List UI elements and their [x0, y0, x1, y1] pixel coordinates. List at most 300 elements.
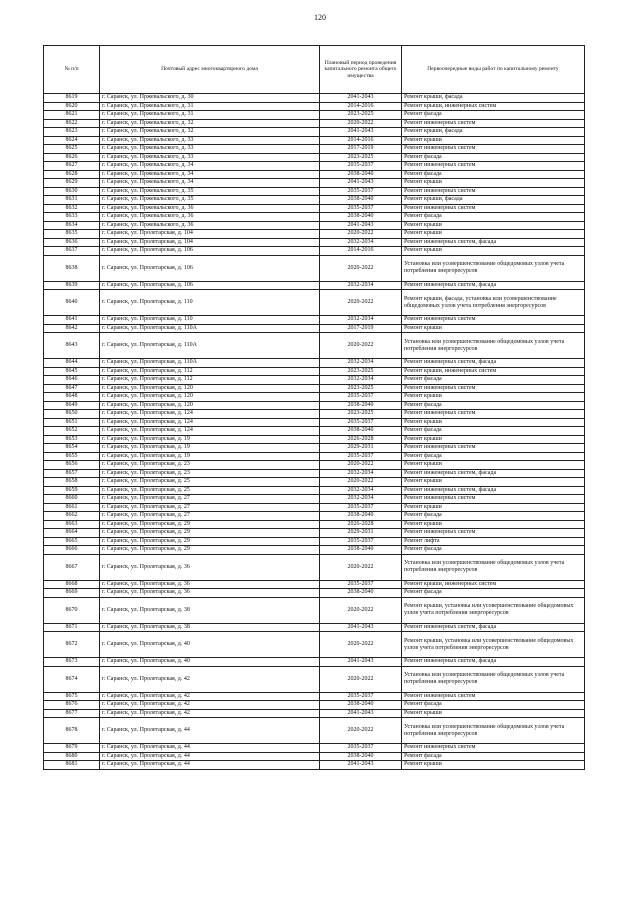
header-address: Почтовый адрес многоквартирного дома: [100, 46, 320, 94]
cell-period: 2038-2040: [320, 752, 402, 761]
cell-number: 8654: [44, 444, 100, 453]
cell-works: Ремонт крыши, инженерных систем: [402, 102, 585, 111]
cell-works: Установка или усовершенствование общедомовых узлов учета потребления энергоресурсов: [402, 666, 585, 692]
cell-number: 8672: [44, 632, 100, 658]
cell-address: г. Саранск, ул. Пролетарская, д. 29: [100, 546, 320, 555]
cell-period: 2041-2043: [320, 128, 402, 137]
table-row: [44, 623, 585, 632]
cell-number: 8642: [44, 324, 100, 333]
table-row: [44, 162, 585, 171]
cell-number: 8626: [44, 153, 100, 162]
cell-number: 8646: [44, 376, 100, 385]
cell-works: Ремонт крыши: [402, 418, 585, 427]
cell-number: 8674: [44, 666, 100, 692]
cell-address: г. Саранск, ул. Пролетарская, д. 27: [100, 495, 320, 504]
cell-works: Ремонт фасада: [402, 589, 585, 598]
cell-works: Ремонт инженерных систем: [402, 162, 585, 171]
cell-works: Ремонт крыши, фасада: [402, 128, 585, 137]
table-row: [44, 554, 585, 580]
cell-period: 2020-2022: [320, 554, 402, 580]
cell-works: Ремонт крыши, фасада: [402, 196, 585, 205]
table-row: [44, 111, 585, 120]
cell-number: 8620: [44, 102, 100, 111]
cell-works: Ремонт инженерных систем: [402, 316, 585, 325]
cell-period: 2017-2019: [320, 145, 402, 154]
cell-period: 2020-2022: [320, 632, 402, 658]
table-row: [44, 213, 585, 222]
cell-number: 8652: [44, 427, 100, 436]
cell-address: г. Саранск, ул. Пржевальского, д. 31: [100, 102, 320, 111]
cell-number: 8621: [44, 111, 100, 120]
cell-period: 2035-2037: [320, 503, 402, 512]
cell-address: г. Саранск, ул. Пржевальского, д. 32: [100, 128, 320, 137]
cell-works: Ремонт инженерных систем: [402, 529, 585, 538]
cell-works: Ремонт фасада: [402, 170, 585, 179]
header-works: Первоочередные виды работ по капитальному ремонту: [402, 46, 585, 94]
cell-number: 8667: [44, 554, 100, 580]
cell-period: 2041-2043: [320, 179, 402, 188]
table-row: [44, 666, 585, 692]
cell-period: 2032-2034: [320, 486, 402, 495]
cell-number: 8645: [44, 367, 100, 376]
cell-works: Ремонт фасада: [402, 213, 585, 222]
table-row: [44, 94, 585, 103]
cell-works: Ремонт фасада: [402, 701, 585, 710]
cell-number: 8673: [44, 658, 100, 667]
cell-works: Ремонт крыши: [402, 221, 585, 230]
table-row: [44, 658, 585, 667]
table-row: [44, 102, 585, 111]
cell-works: Ремонт крыши: [402, 503, 585, 512]
cell-works: Ремонт фасада: [402, 427, 585, 436]
table-row: [44, 478, 585, 487]
cell-number: 8660: [44, 495, 100, 504]
cell-period: 2032-2034: [320, 238, 402, 247]
cell-number: 8631: [44, 196, 100, 205]
cell-number: 8638: [44, 255, 100, 281]
cell-number: 8627: [44, 162, 100, 171]
cell-number: 8619: [44, 94, 100, 103]
cell-period: 2035-2037: [320, 537, 402, 546]
cell-address: г. Саранск, ул. Пролетарская, д. 124: [100, 418, 320, 427]
table-row: [44, 418, 585, 427]
table-row: [44, 597, 585, 623]
cell-address: г. Саранск, ул. Пролетарская, д. 44: [100, 752, 320, 761]
cell-address: г. Саранск, ул. Пролетарская, д. 27: [100, 512, 320, 521]
cell-period: 2035-2037: [320, 162, 402, 171]
cell-works: Ремонт фасада: [402, 153, 585, 162]
cell-number: 8676: [44, 701, 100, 710]
cell-number: 8643: [44, 333, 100, 359]
cell-address: г. Саранск, ул. Пролетарская, д. 44: [100, 761, 320, 770]
cell-works: Ремонт крыши: [402, 461, 585, 470]
cell-address: г. Саранск, ул. Пролетарская, д. 110А: [100, 333, 320, 359]
cell-period: 2035-2037: [320, 452, 402, 461]
cell-works: Ремонт крыши, установка или усовершенствование общедомовых узлов учета потребления энергоресурсов: [402, 597, 585, 623]
cell-period: 2029-2031: [320, 444, 402, 453]
cell-number: 8668: [44, 580, 100, 589]
cell-address: г. Саранск, ул. Пролетарская, д. 25: [100, 486, 320, 495]
cell-number: 8636: [44, 238, 100, 247]
cell-address: г. Саранск, ул. Пролетарская, д. 42: [100, 692, 320, 701]
cell-number: 8661: [44, 503, 100, 512]
cell-number: 8670: [44, 597, 100, 623]
cell-address: г. Саранск, ул. Пролетарская, д. 29: [100, 529, 320, 538]
table-row: [44, 752, 585, 761]
table-row: [44, 520, 585, 529]
cell-works: Ремонт крыши: [402, 709, 585, 718]
table-row: [44, 376, 585, 385]
cell-works: Ремонт инженерных систем, фасада: [402, 623, 585, 632]
cell-period: 2023-2025: [320, 410, 402, 419]
cell-address: г. Саранск, ул. Пролетарская, д. 106: [100, 247, 320, 256]
cell-number: 8650: [44, 410, 100, 419]
cell-period: 2035-2037: [320, 204, 402, 213]
cell-works: Ремонт крыши, фасада, установка или усовершенствование общедомовых узлов учета потребления энергоресурсов: [402, 290, 585, 316]
cell-address: г. Саранск, ул. Пролетарская, д. 40: [100, 658, 320, 667]
table-row: [44, 128, 585, 137]
table-row: [44, 580, 585, 589]
cell-works: Ремонт инженерных систем, фасада: [402, 658, 585, 667]
table-row: [44, 461, 585, 470]
cell-works: Ремонт фасада: [402, 376, 585, 385]
cell-works: Ремонт крыши: [402, 230, 585, 239]
cell-number: 8622: [44, 119, 100, 128]
cell-number: 8634: [44, 221, 100, 230]
table-row: [44, 179, 585, 188]
cell-period: 2020-2022: [320, 666, 402, 692]
cell-works: Ремонт инженерных систем: [402, 692, 585, 701]
cell-works: Ремонт инженерных систем, фасада: [402, 486, 585, 495]
cell-works: Ремонт крыши: [402, 136, 585, 145]
cell-period: 2020-2022: [320, 290, 402, 316]
cell-address: г. Саранск, ул. Пролетарская, д. 36: [100, 580, 320, 589]
table-row: [44, 359, 585, 368]
cell-number: 8671: [44, 623, 100, 632]
cell-period: 2014-2016: [320, 136, 402, 145]
cell-period: 2038-2040: [320, 196, 402, 205]
cell-period: 2020-2022: [320, 597, 402, 623]
cell-number: 8641: [44, 316, 100, 325]
cell-address: г. Саранск, ул. Пролетарская, д. 36: [100, 589, 320, 598]
cell-works: Ремонт фасада: [402, 512, 585, 521]
cell-works: Ремонт крыши: [402, 179, 585, 188]
cell-number: 8637: [44, 247, 100, 256]
cell-number: 8655: [44, 452, 100, 461]
cell-address: г. Саранск, ул. Пржевальского, д. 30: [100, 94, 320, 103]
cell-address: г. Саранск, ул. Пролетарская, д. 38: [100, 623, 320, 632]
table-row: [44, 495, 585, 504]
cell-period: 2014-2016: [320, 102, 402, 111]
table-row: [44, 744, 585, 753]
cell-address: г. Саранск, ул. Пролетарская, д. 112: [100, 367, 320, 376]
cell-address: г. Саранск, ул. Пролетарская, д. 124: [100, 427, 320, 436]
cell-address: г. Саранск, ул. Пржевальского, д. 33: [100, 153, 320, 162]
cell-number: 8648: [44, 393, 100, 402]
cell-number: 8681: [44, 761, 100, 770]
table-row: [44, 324, 585, 333]
cell-works: Ремонт крыши: [402, 393, 585, 402]
cell-address: г. Саранск, ул. Пролетарская, д. 44: [100, 744, 320, 753]
cell-number: 8659: [44, 486, 100, 495]
cell-address: г. Саранск, ул. Пржевальского, д. 36: [100, 213, 320, 222]
table-row: [44, 204, 585, 213]
cell-works: Ремонт крыши, установка или усовершенствование общедомовых узлов учета потребления энергоресурсов: [402, 632, 585, 658]
table-row: [44, 529, 585, 538]
table-row: [44, 230, 585, 239]
cell-address: г. Саранск, ул. Пролетарская, д. 120: [100, 384, 320, 393]
cell-works: Установка или усовершенствование общедомовых узлов учета потребления энергоресурсов: [402, 333, 585, 359]
cell-number: 8629: [44, 179, 100, 188]
table-row: [44, 537, 585, 546]
cell-number: 8635: [44, 230, 100, 239]
table-row: [44, 170, 585, 179]
cell-period: 2020-2022: [320, 718, 402, 744]
table-row: [44, 136, 585, 145]
cell-address: г. Саранск, ул. Пржевальского, д. 36: [100, 204, 320, 213]
cell-works: Ремонт крыши, инженерных систем: [402, 367, 585, 376]
cell-number: 8633: [44, 213, 100, 222]
table-row: [44, 761, 585, 770]
cell-address: г. Саранск, ул. Пржевальского, д. 32: [100, 119, 320, 128]
cell-number: 8640: [44, 290, 100, 316]
cell-number: 8677: [44, 709, 100, 718]
table-row: [44, 281, 585, 290]
cell-address: г. Саранск, ул. Пржевальского, д. 31: [100, 111, 320, 120]
cell-period: 2035-2037: [320, 692, 402, 701]
cell-address: г. Саранск, ул. Пролетарская, д. 38: [100, 597, 320, 623]
table-row: [44, 546, 585, 555]
cell-period: 2020-2022: [320, 478, 402, 487]
cell-works: Ремонт инженерных систем, фасада: [402, 238, 585, 247]
cell-address: г. Саранск, ул. Пролетарская, д. 42: [100, 701, 320, 710]
cell-period: 2038-2040: [320, 701, 402, 710]
cell-address: г. Саранск, ул. Пролетарская, д. 104: [100, 230, 320, 239]
table-row: [44, 255, 585, 281]
table-row: [44, 145, 585, 154]
cell-address: г. Саранск, ул. Пролетарская, д. 110А: [100, 324, 320, 333]
cell-number: 8653: [44, 435, 100, 444]
cell-period: 2038-2040: [320, 512, 402, 521]
cell-address: г. Саранск, ул. Пролетарская, д. 42: [100, 666, 320, 692]
table-row: [44, 333, 585, 359]
cell-period: 2032-2034: [320, 359, 402, 368]
cell-works: Ремонт инженерных систем, фасада: [402, 469, 585, 478]
repair-schedule-table: [43, 45, 585, 770]
table-row: [44, 469, 585, 478]
cell-address: г. Саранск, ул. Пролетарская, д. 19: [100, 452, 320, 461]
cell-address: г. Саранск, ул. Пролетарская, д. 112: [100, 376, 320, 385]
cell-address: г. Саранск, ул. Пролетарская, д. 106: [100, 255, 320, 281]
table-row: [44, 221, 585, 230]
table-row: [44, 196, 585, 205]
cell-period: 2020-2022: [320, 333, 402, 359]
page-number: 120: [314, 13, 326, 22]
cell-works: Ремонт инженерных систем: [402, 119, 585, 128]
cell-works: Ремонт инженерных систем: [402, 744, 585, 753]
table-row: [44, 718, 585, 744]
cell-works: Ремонт инженерных систем: [402, 204, 585, 213]
cell-address: г. Саранск, ул. Пржевальского, д. 34: [100, 179, 320, 188]
cell-address: г. Саранск, ул. Пролетарская, д. 120: [100, 393, 320, 402]
cell-period: 2032-2034: [320, 281, 402, 290]
cell-address: г. Саранск, ул. Пролетарская, д. 29: [100, 520, 320, 529]
table-row: [44, 452, 585, 461]
cell-address: г. Саранск, ул. Пролетарская, д. 110: [100, 290, 320, 316]
cell-works: Ремонт фасада: [402, 401, 585, 410]
cell-number: 8656: [44, 461, 100, 470]
table-row: [44, 486, 585, 495]
cell-number: 8666: [44, 546, 100, 555]
cell-address: г. Саранск, ул. Пролетарская, д. 110А: [100, 359, 320, 368]
cell-number: 8644: [44, 359, 100, 368]
cell-period: 2020-2022: [320, 255, 402, 281]
cell-period: 2020-2022: [320, 119, 402, 128]
header-num: № п/п: [44, 46, 100, 94]
table-header-row: [44, 46, 585, 94]
cell-period: 2041-2043: [320, 94, 402, 103]
cell-address: г. Саранск, ул. Пржевальского, д. 34: [100, 162, 320, 171]
cell-number: 8665: [44, 537, 100, 546]
cell-period: 2035-2037: [320, 580, 402, 589]
header-period: Плановый период проведения капитального ремонта общего имущества: [320, 46, 402, 94]
cell-address: г. Саранск, ул. Пролетарская, д. 40: [100, 632, 320, 658]
cell-address: г. Саранск, ул. Пролетарская, д. 44: [100, 718, 320, 744]
cell-period: 2038-2040: [320, 589, 402, 598]
cell-works: Ремонт инженерных систем: [402, 495, 585, 504]
cell-address: г. Саранск, ул. Пржевальского, д. 36: [100, 221, 320, 230]
cell-works: Ремонт инженерных систем, фасада: [402, 359, 585, 368]
cell-address: г. Саранск, ул. Пржевальского, д. 35: [100, 196, 320, 205]
cell-period: 2023-2025: [320, 384, 402, 393]
cell-period: 2041-2043: [320, 761, 402, 770]
cell-period: 2041-2043: [320, 221, 402, 230]
cell-period: 2038-2040: [320, 213, 402, 222]
cell-number: 8664: [44, 529, 100, 538]
cell-works: Ремонт инженерных систем: [402, 187, 585, 196]
cell-address: г. Саранск, ул. Пржевальского, д. 35: [100, 187, 320, 196]
table-row: [44, 692, 585, 701]
cell-period: 2041-2043: [320, 623, 402, 632]
cell-period: 2026-2028: [320, 435, 402, 444]
cell-period: 2020-2022: [320, 461, 402, 470]
cell-number: 8630: [44, 187, 100, 196]
cell-address: г. Саранск, ул. Пролетарская, д. 110: [100, 316, 320, 325]
cell-works: Ремонт фасада: [402, 546, 585, 555]
cell-number: 8639: [44, 281, 100, 290]
cell-number: 8658: [44, 478, 100, 487]
table-row: [44, 410, 585, 419]
cell-number: 8624: [44, 136, 100, 145]
cell-works: Ремонт фасада: [402, 452, 585, 461]
table-row: [44, 367, 585, 376]
table-row: [44, 701, 585, 710]
cell-period: 2035-2037: [320, 393, 402, 402]
cell-address: г. Саранск, ул. Пржевальского, д. 33: [100, 136, 320, 145]
cell-number: 8678: [44, 718, 100, 744]
table-row: [44, 187, 585, 196]
cell-works: Установка или усовершенствование общедомовых узлов учета потребления энергоресурсов: [402, 255, 585, 281]
cell-address: г. Саранск, ул. Пролетарская, д. 104: [100, 238, 320, 247]
table-row: [44, 393, 585, 402]
cell-number: 8651: [44, 418, 100, 427]
cell-address: г. Саранск, ул. Пролетарская, д. 25: [100, 478, 320, 487]
cell-period: 2038-2040: [320, 427, 402, 436]
cell-works: Ремонт крыши, фасада: [402, 94, 585, 103]
cell-works: Ремонт крыши, инженерных систем: [402, 580, 585, 589]
cell-number: 8628: [44, 170, 100, 179]
cell-works: Ремонт крыши: [402, 324, 585, 333]
cell-address: г. Саранск, ул. Пролетарская, д. 29: [100, 537, 320, 546]
cell-works: Ремонт инженерных систем: [402, 410, 585, 419]
cell-number: 8647: [44, 384, 100, 393]
cell-address: г. Саранск, ул. Пролетарская, д. 124: [100, 410, 320, 419]
cell-period: 2035-2037: [320, 744, 402, 753]
cell-period: 2035-2037: [320, 418, 402, 427]
cell-address: г. Саранск, ул. Пролетарская, д. 106: [100, 281, 320, 290]
cell-works: Установка или усовершенствование общедомовых узлов учета потребления энергоресурсов: [402, 718, 585, 744]
cell-address: г. Саранск, ул. Пролетарская, д. 19: [100, 444, 320, 453]
cell-number: 8662: [44, 512, 100, 521]
cell-number: 8675: [44, 692, 100, 701]
cell-period: 2020-2022: [320, 230, 402, 239]
cell-number: 8649: [44, 401, 100, 410]
table-row: [44, 247, 585, 256]
cell-works: Ремонт крыши: [402, 247, 585, 256]
cell-number: 8680: [44, 752, 100, 761]
table-row: [44, 503, 585, 512]
table-row: [44, 632, 585, 658]
table-row: [44, 290, 585, 316]
cell-period: 2032-2034: [320, 469, 402, 478]
table-row: [44, 444, 585, 453]
cell-period: 2032-2034: [320, 495, 402, 504]
cell-address: г. Саранск, ул. Пролетарская, д. 23: [100, 469, 320, 478]
table-row: [44, 709, 585, 718]
cell-address: г. Саранск, ул. Пролетарская, д. 27: [100, 503, 320, 512]
cell-works: Ремонт инженерных систем: [402, 444, 585, 453]
cell-period: 2041-2043: [320, 658, 402, 667]
cell-address: г. Саранск, ул. Пржевальского, д. 33: [100, 145, 320, 154]
cell-period: 2032-2034: [320, 316, 402, 325]
cell-works: Ремонт крыши: [402, 520, 585, 529]
cell-period: 2038-2040: [320, 546, 402, 555]
cell-number: 8632: [44, 204, 100, 213]
table-body: [44, 94, 585, 770]
cell-works: Установка или усовершенствование общедомовых узлов учета потребления энергоресурсов: [402, 554, 585, 580]
cell-number: 8623: [44, 128, 100, 137]
cell-address: г. Саранск, ул. Пролетарская, д. 23: [100, 461, 320, 470]
cell-period: 2023-2025: [320, 367, 402, 376]
cell-period: 2017-2019: [320, 324, 402, 333]
table-row: [44, 384, 585, 393]
cell-period: 2038-2040: [320, 401, 402, 410]
cell-works: Ремонт крыши: [402, 478, 585, 487]
cell-period: 2032-2034: [320, 376, 402, 385]
table-row: [44, 435, 585, 444]
cell-period: 2026-2028: [320, 520, 402, 529]
cell-works: Ремонт крыши: [402, 761, 585, 770]
table-row: [44, 512, 585, 521]
cell-number: 8625: [44, 145, 100, 154]
cell-works: Ремонт инженерных систем: [402, 384, 585, 393]
table-row: [44, 401, 585, 410]
cell-number: 8679: [44, 744, 100, 753]
cell-works: Ремонт инженерных систем, фасада: [402, 281, 585, 290]
cell-address: г. Саранск, ул. Пролетарская, д. 36: [100, 554, 320, 580]
cell-works: Ремонт лифта: [402, 537, 585, 546]
cell-period: 2035-2037: [320, 187, 402, 196]
